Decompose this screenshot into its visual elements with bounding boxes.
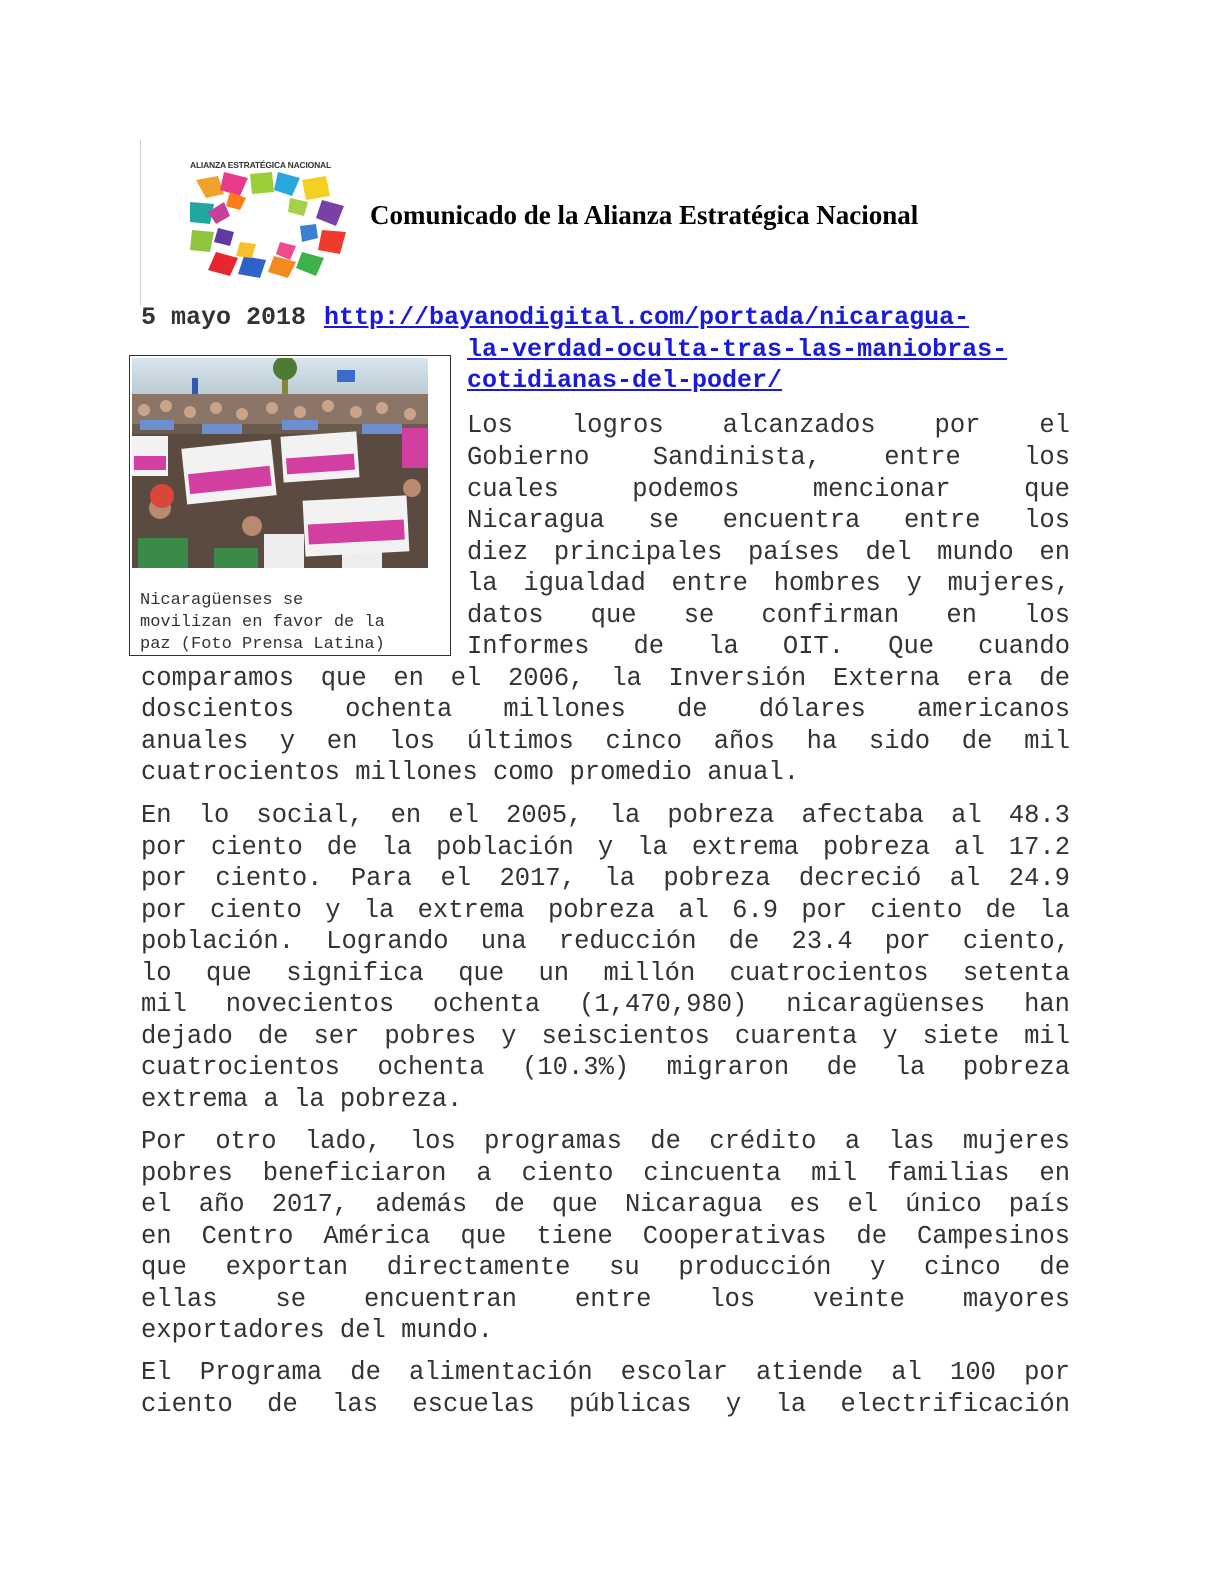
- source-link-continued[interactable]: cotidianas-del-poder/: [467, 366, 783, 395]
- text-line: por ciento. Para el 2017, la pobreza decreció al 24.9: [141, 864, 1070, 893]
- source-link-continued[interactable]: la-verdad-oculta-tras-las-maniobras-: [467, 335, 1008, 364]
- dateline: 5 mayo 2018: [141, 303, 307, 332]
- text-line: por ciento y la extrema pobreza al 6.9 por ciento de la: [141, 896, 1070, 925]
- text-line: por ciento de la población y la extrema pobreza al 17.2: [141, 833, 1070, 862]
- alliance-logo: [190, 160, 346, 278]
- text-line: población. Logrando una reducción de 23.4 por ciento,: [141, 927, 1070, 956]
- text-line: Nicaragua se encuentra entre los: [467, 506, 1070, 535]
- text-line: mil novecientos ochenta (1,470,980) nicaragüenses han: [141, 990, 1070, 1019]
- source-link[interactable]: http://bayanodigital.com/portada/nicaragua-: [324, 303, 970, 332]
- figure-box: [129, 355, 451, 656]
- text-line: cuatrocientos ochenta (10.3%) migraron de la pobreza: [141, 1053, 1070, 1082]
- text-line: la igualdad entre hombres y mujeres,: [467, 569, 1070, 598]
- text-line: ellas se encuentran entre los veinte mayores: [141, 1285, 1070, 1314]
- header-rule: [140, 140, 141, 305]
- text-line: doscientos ochenta millones de dólares americanos: [141, 695, 1070, 724]
- figure-caption: Nicaragüenses se movilizan en favor de la paz (Foto Prensa Latina): [140, 591, 385, 654]
- text-line: cuales podemos mencionar que: [467, 475, 1070, 504]
- text-line: extrema a la pobreza.: [141, 1085, 463, 1114]
- text-line: anuales y en los últimos cinco años ha sido de mil: [141, 727, 1070, 756]
- text-line: comparamos que en el 2006, la Inversión Externa era de: [141, 664, 1070, 693]
- text-line: dejado de ser pobres y seiscientos cuarenta y siete mil: [141, 1022, 1070, 1051]
- text-line: el año 2017, además de que Nicaragua es el único país: [141, 1190, 1070, 1219]
- text-line: Por otro lado, los programas de crédito a las mujeres: [141, 1127, 1070, 1156]
- hands-circle-icon: [190, 172, 346, 278]
- logo-text: ALIANZA ESTRATÉGICA NACIONAL: [190, 160, 331, 170]
- text-line: ciento de las escuelas públicas y la electrificación: [141, 1390, 1070, 1419]
- text-line: pobres beneficiaron a ciento cincuenta mil familias en: [141, 1159, 1070, 1188]
- text-line: datos que se confirman en los: [467, 601, 1070, 630]
- text-line: Informes de la OIT. Que cuando: [467, 632, 1070, 661]
- text-line: que exportan directamente su producción y cinco de: [141, 1253, 1070, 1282]
- text-line: lo que significa que un millón cuatrocientos setenta: [141, 959, 1070, 988]
- page-title: Comunicado de la Alianza Estratégica Nacional: [370, 200, 919, 230]
- text-line: cuatrocientos millones como promedio anual.: [141, 758, 800, 787]
- text-line: diez principales países del mundo en: [467, 538, 1070, 567]
- text-line: El Programa de alimentación escolar atiende al 100 por: [141, 1358, 1070, 1387]
- text-line: En lo social, en el 2005, la pobreza afectaba al 48.3: [141, 801, 1070, 830]
- text-line: exportadores del mundo.: [141, 1316, 493, 1345]
- crowd-photo: [132, 358, 428, 568]
- text-line: Los logros alcanzados por el: [467, 411, 1070, 440]
- text-line: en Centro América que tiene Cooperativas de Campesinos: [141, 1222, 1070, 1251]
- text-line: Gobierno Sandinista, entre los: [467, 443, 1070, 472]
